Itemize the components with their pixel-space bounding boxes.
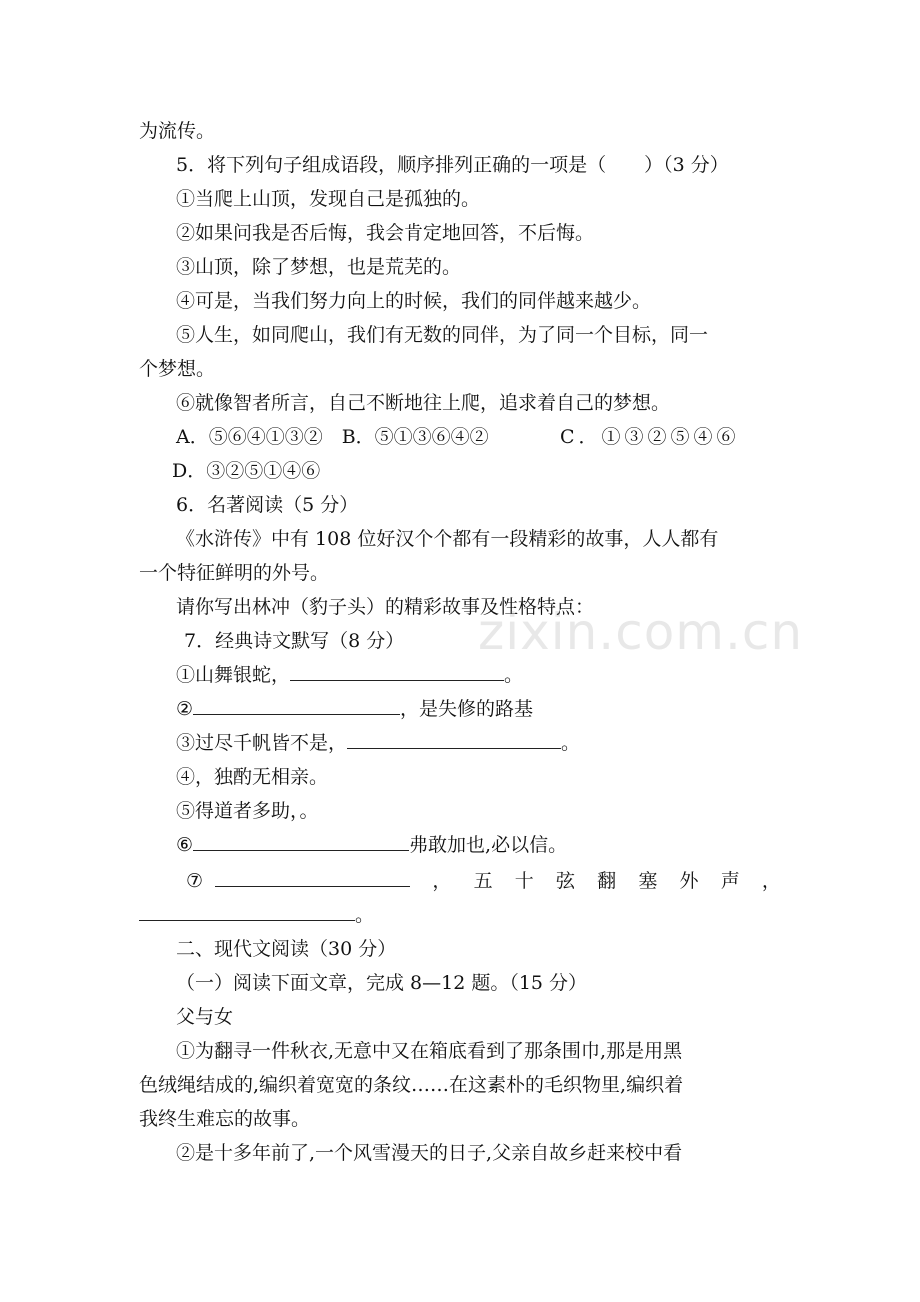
poem-line-2-num: ② — [176, 698, 194, 720]
poem-line-6-num: ⑥ — [176, 834, 194, 856]
poem-line-2 — [176, 692, 920, 726]
poem-char: 声 — [720, 870, 740, 892]
poem-line-5: ⑤得道者多助，。 — [176, 800, 319, 822]
sentence-6: ⑥就像智者所言，自己不断地往上爬，追求着自己的梦想。 — [176, 392, 671, 414]
poem-line-6-text: 弗敢加也,必以信。 — [409, 834, 568, 856]
option-c: C．①③②⑤④⑥ — [560, 426, 740, 448]
poem-char: 十 — [514, 870, 534, 892]
fill-blank-7[interactable] — [215, 864, 410, 887]
option-d: D．③②⑤①④⑥ — [172, 460, 321, 482]
poem-line-4: ④，独酌无相亲。 — [176, 766, 329, 788]
watermark: zixin.com.cn — [478, 603, 804, 661]
reading-instruction: （一）阅读下面文章，完成 8—12 题。（15 分） — [176, 972, 588, 994]
question-5-stem: 5．将下列句子组成语段，顺序排列正确的一项是（ ）（3 分） — [176, 154, 729, 176]
poem-char: ， — [761, 870, 781, 892]
poem-line-1 — [176, 658, 920, 692]
poem-char: 弦 — [555, 870, 575, 892]
question-6-prompt: 请你写出林冲（豹子头）的精彩故事及性格特点： — [176, 596, 595, 618]
poem-char: 外 — [679, 870, 699, 892]
poem-line-6 — [176, 828, 920, 862]
poem-line-3-text: ③过尽千帆皆不是， — [176, 732, 348, 754]
poem-line-7-num: ⑦ — [186, 870, 204, 892]
fill-blank-1[interactable] — [290, 658, 504, 681]
paragraph-1: ①为翻寻一件秋衣,无意中又在箱底看到了那条围巾,那是用黑 — [176, 1040, 683, 1062]
poem-char: 翻 — [597, 870, 617, 892]
poem-line-2-text: ，是失修的路基 — [400, 698, 534, 720]
fill-blank-3[interactable] — [347, 726, 561, 749]
question-6-heading: 6．名著阅读（5 分） — [176, 494, 359, 516]
paragraph-1-continued: 色绒绳结成的,编织着宽宽的条纹……在这素朴的毛织物里,编织着 — [139, 1074, 684, 1096]
poem-line-7-end: 。 — [355, 904, 375, 926]
text-line: 为流传。 — [139, 120, 216, 142]
sentence-2: ②如果问我是否后悔，我会肯定地回答，不后悔。 — [176, 222, 595, 244]
poem-line-7-continued — [139, 898, 920, 932]
section-2-heading: 二、现代文阅读（30 分） — [176, 938, 397, 960]
sentence-1: ①当爬上山顶，发现自己是孤独的。 — [176, 188, 481, 210]
paragraph-2: ②是十多年前了,一个风雪漫天的日子,父亲自故乡赶来校中看 — [176, 1142, 683, 1164]
fill-blank-7b[interactable] — [139, 898, 355, 921]
question-6-text-continued: 一个特征鲜明的外号。 — [139, 562, 330, 584]
fill-blank-6[interactable] — [193, 828, 409, 851]
poem-line-7 — [186, 864, 781, 898]
poem-line-3 — [176, 726, 920, 760]
poem-line-1-end: 。 — [504, 664, 524, 686]
article-title: 父与女 — [176, 1006, 234, 1028]
options-a-b: A．⑤⑥④①③② B．⑤①③⑥④② — [176, 426, 489, 448]
paragraph-1-continued: 我终生难忘的故事。 — [139, 1108, 311, 1130]
poem-line-1-text: ①山舞银蛇， — [176, 664, 291, 686]
poem-line-3-end: 。 — [561, 732, 581, 754]
sentence-4: ④可是，当我们努力向上的时候，我们的同伴越来越少。 — [176, 290, 652, 312]
poem-line-7-comma: ， — [432, 870, 452, 892]
poem-char: 五 — [473, 870, 493, 892]
sentence-5: ⑤人生，如同爬山，我们有无数的同伴，为了同一个目标，同一 — [176, 324, 709, 346]
fill-blank-2[interactable] — [193, 692, 400, 715]
question-7-heading: 7．经典诗文默写（8 分） — [184, 630, 405, 652]
sentence-3: ③山顶，除了梦想，也是荒芜的。 — [176, 256, 462, 278]
question-6-text: 《水浒传》中有 108 位好汉个个都有一段精彩的故事，人人都有 — [176, 528, 719, 550]
sentence-5-continued: 个梦想。 — [139, 358, 216, 380]
poem-char: 塞 — [638, 870, 658, 892]
